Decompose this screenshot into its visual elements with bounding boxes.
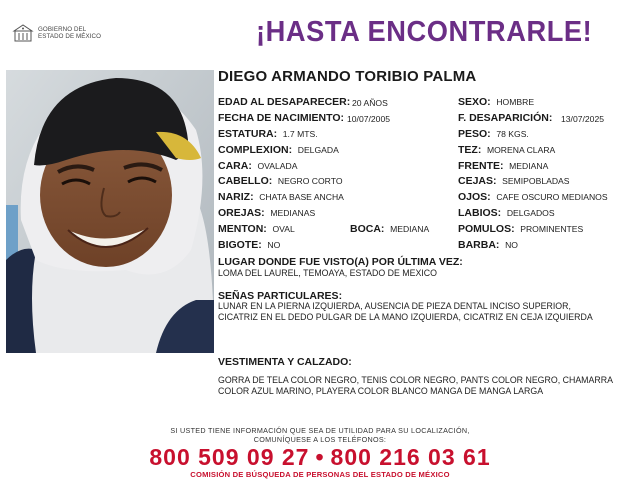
field-label: EDAD AL DESAPARECER: bbox=[218, 96, 351, 108]
government-logo bbox=[12, 20, 122, 46]
field-value: 1.7 MTS. bbox=[282, 129, 318, 139]
phone-number-1[interactable]: 800 509 09 27 bbox=[149, 444, 310, 470]
gov-line2: ESTADO DE MÉXICO bbox=[38, 33, 102, 40]
field-value: CAFE OSCURO MEDIANOS bbox=[496, 192, 608, 202]
field-value: MEDIANA bbox=[509, 161, 549, 171]
clothing-text: GORRA DE TELA COLOR NEGRO, TENIS COLOR NEGRO, PANTS COLOR NEGRO, CHAMARRA COLOR AZUL MARINO, PLAYERA COLOR BLANCO MANGA DE MANGA LARGA bbox=[218, 375, 613, 397]
field-value: DELGADA bbox=[297, 145, 339, 155]
field-ears bbox=[218, 207, 315, 220]
field-label: FECHA DE NACIMIENTO: bbox=[218, 112, 344, 124]
field-value: 78 KGS. bbox=[496, 129, 529, 139]
field-hair bbox=[218, 175, 343, 188]
field-complexion bbox=[458, 144, 555, 157]
field-cheekbones bbox=[458, 223, 583, 236]
field-birthdate bbox=[218, 112, 391, 125]
field-label: ESTATURA: bbox=[218, 128, 278, 140]
field-forehead bbox=[458, 160, 548, 173]
field-sex bbox=[458, 96, 534, 109]
field-chin bbox=[218, 223, 295, 236]
field-value: DELGADOS bbox=[506, 208, 555, 218]
field-lips bbox=[458, 207, 555, 220]
person-name: DIEGO ARMANDO TORIBIO PALMA bbox=[218, 68, 477, 85]
person-photo bbox=[6, 70, 214, 353]
features-title: SEÑAS PARTICULARES: bbox=[218, 290, 343, 302]
field-label: F. DESAPARICIÓN: bbox=[458, 112, 553, 124]
phone-number-2[interactable]: 800 216 03 61 bbox=[330, 444, 491, 470]
field-mustache bbox=[218, 239, 280, 252]
field-label: POMULOS: bbox=[458, 223, 515, 235]
government-logo-text bbox=[38, 26, 101, 41]
field-value: MORENA CLARA bbox=[486, 145, 556, 155]
field-label: BOCA: bbox=[350, 223, 385, 235]
field-value: MEDIANAS bbox=[270, 208, 316, 218]
field-height bbox=[218, 128, 318, 141]
field-face bbox=[218, 160, 297, 173]
field-value: OVAL bbox=[272, 224, 295, 234]
field-label: CARA: bbox=[218, 160, 252, 172]
field-label: COMPLEXION: bbox=[218, 144, 293, 156]
field-weight bbox=[458, 128, 529, 141]
field-disappearance-date bbox=[458, 112, 605, 125]
field-label: MENTON: bbox=[218, 223, 267, 235]
headline: ¡HASTA ENCONTRARLE! bbox=[256, 16, 593, 48]
clothing-title: VESTIMENTA Y CALZADO: bbox=[218, 356, 352, 368]
field-value: 13/07/2025 bbox=[561, 114, 605, 124]
field-nose bbox=[218, 191, 344, 204]
field-beard bbox=[458, 239, 518, 252]
field-label: LABIOS: bbox=[458, 207, 502, 219]
field-label: CEJAS: bbox=[458, 175, 497, 187]
field-label: OREJAS: bbox=[218, 207, 265, 219]
field-label: NARIZ: bbox=[218, 191, 254, 203]
field-value: OVALADA bbox=[257, 161, 298, 171]
footer-note-line1: SI USTED TIENE INFORMACIÓN QUE SEA DE UTILIDAD PARA SU LOCALIZACIÓN, bbox=[170, 426, 470, 435]
gov-line1: GOBIERNO DEL bbox=[38, 25, 87, 33]
field-label: TEZ: bbox=[458, 144, 482, 156]
field-label: SEXO: bbox=[458, 96, 491, 108]
field-label: CABELLO: bbox=[218, 175, 273, 187]
field-value: CHATA BASE ANCHA bbox=[259, 192, 344, 202]
field-label: BARBA: bbox=[458, 239, 500, 251]
portrait-illustration bbox=[6, 70, 214, 353]
field-value: PROMINENTES bbox=[520, 224, 584, 234]
features-text: LUNAR EN LA PIERNA IZQUIERDA, AUSENCIA DE PIEZA DENTAL INCISO SUPERIOR, CICATRIZ EN EL DEDO PULGAR DE LA MANO IZQUIERDA, CICATRIZ EN CEJA IZQUIERDA bbox=[218, 301, 593, 323]
commission-name: COMISIÓN DE BÚSQUEDA DE PERSONAS DEL ESTADO DE MÉXICO bbox=[190, 470, 450, 479]
field-value: 20 AÑOS bbox=[352, 98, 388, 108]
field-value: HOMBRE bbox=[496, 97, 535, 107]
field-label: PESO: bbox=[458, 128, 491, 140]
field-value: MEDIANA bbox=[390, 224, 430, 234]
field-mouth bbox=[350, 223, 429, 236]
field-label: FRENTE: bbox=[458, 160, 504, 172]
field-build bbox=[218, 144, 339, 157]
last-seen-text: LOMA DEL LAUREL, TEMOAYA, ESTADO DE MEXICO bbox=[218, 268, 437, 278]
phone-separator: • bbox=[315, 444, 325, 470]
state-seal-icon bbox=[12, 22, 34, 44]
field-eyebrows bbox=[458, 175, 570, 188]
phone-numbers bbox=[0, 444, 640, 471]
field-value: 10/07/2005 bbox=[347, 114, 391, 124]
field-value: NO bbox=[505, 240, 518, 250]
field-age bbox=[218, 96, 388, 109]
field-label: OJOS: bbox=[458, 191, 491, 203]
last-seen-title: LUGAR DONDE FUE VISTO(A) POR ÚLTIMA VEZ: bbox=[218, 256, 463, 268]
field-value: SEMIPOBLADAS bbox=[502, 176, 570, 186]
field-label: BIGOTE: bbox=[218, 239, 262, 251]
field-value: NEGRO CORTO bbox=[277, 176, 343, 186]
field-value: NO bbox=[267, 240, 281, 250]
footer-note-line2: COMUNÍQUESE A LOS TELÉFONOS: bbox=[253, 435, 387, 444]
field-eyes bbox=[458, 191, 608, 204]
